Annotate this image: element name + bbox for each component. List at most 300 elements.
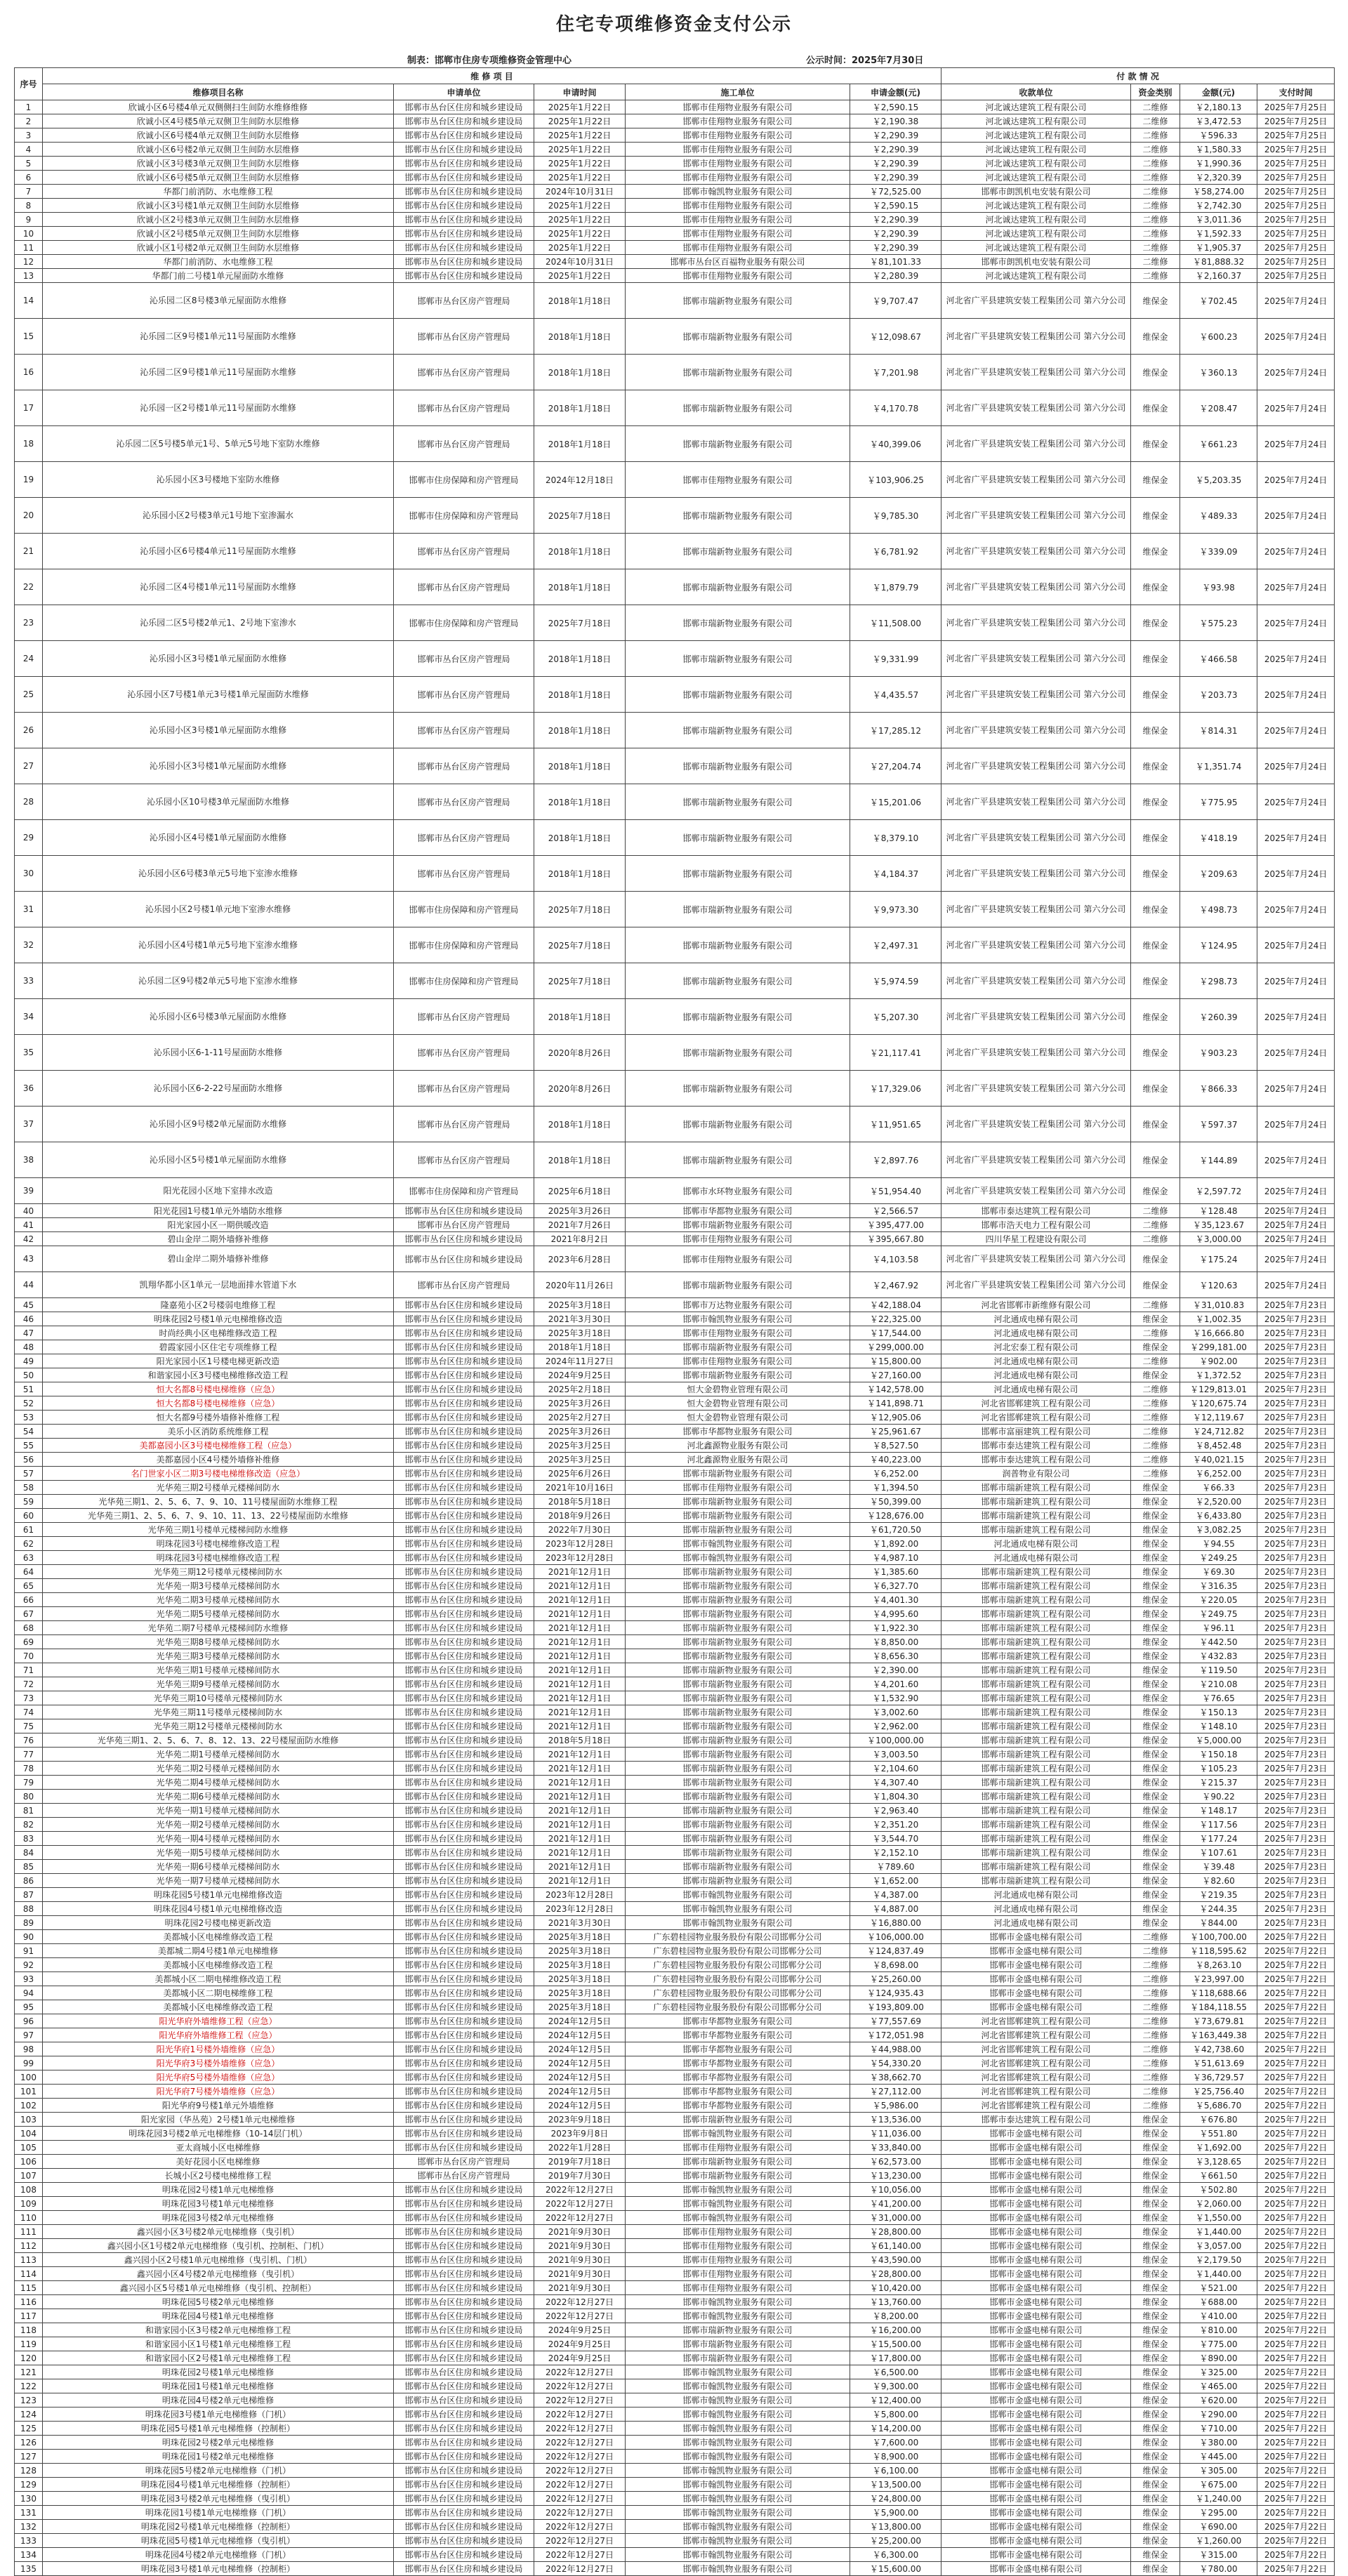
table-row [15,2253,1335,2267]
cell-construct-unit: 邯郸市华都物业服务有限公司 [626,2099,850,2113]
cell-pay-time: 2025年7月24日 [1257,569,1335,605]
cell-apply-time: 2022年12月27日 [534,2450,626,2464]
cell-fund-type: 维保金 [1131,1874,1180,1888]
table-row [15,1705,1335,1719]
cell-seq: 120 [15,2351,43,2365]
cell-payee: 邯郸市金盛电梯有限公司 [941,1944,1131,1958]
cell-apply-time: 2022年1月28日 [534,2141,626,2155]
cell-construct-unit: 邯郸市瑞新物业服务有限公司 [626,1142,850,1178]
cell-pay-amount: ￥58,274.00 [1180,185,1257,199]
cell-construct-unit: 邯郸市瑞新物业服务有限公司 [626,2155,850,2169]
cell-apply-amount: ￥7,600.00 [850,2436,941,2450]
cell-seq: 38 [15,1142,43,1178]
cell-apply-unit: 邯郸市丛台区住房和城乡建设局 [394,1354,534,1368]
cell-name: 明珠花园5号楼1单元电梯维修（控制柜） [43,2422,394,2436]
cell-apply-unit: 邯郸市丛台区住房和城乡建设局 [394,1874,534,1888]
cell-name: 美都嘉园小区3号楼电梯维修工程（应急） [43,1439,394,1453]
cell-payee: 河北省广平县建筑安装工程集团公司 第六分公司 [941,1178,1131,1204]
cell-pay-amount: ￥215.37 [1180,1776,1257,1790]
table-row [15,2365,1335,2379]
cell-name: 光华苑二期1号楼单元楼梯间防水 [43,1748,394,1762]
cell-seq: 46 [15,1312,43,1326]
cell-apply-time: 2022年12月27日 [534,2492,626,2506]
cell-pay-amount: ￥298.73 [1180,963,1257,999]
table-row [15,677,1335,713]
cell-pay-amount: ￥325.00 [1180,2365,1257,2379]
col-construct-unit: 施工单位 [626,84,850,100]
cell-pay-amount: ￥780.00 [1180,2562,1257,2576]
cell-fund-type: 维保金 [1131,2492,1180,2506]
table-row [15,713,1335,748]
cell-apply-amount: ￥2,104.60 [850,1762,941,1776]
cell-apply-time: 2021年9月30日 [534,2281,626,2295]
cell-seq: 99 [15,2056,43,2070]
cell-apply-time: 2025年3月26日 [534,1396,626,1411]
cell-construct-unit: 邯郸市佳翔物业服务有限公司 [626,100,850,114]
cell-apply-time: 2025年3月18日 [534,1326,626,1340]
cell-name: 鑫兴园小区5号楼1单元电梯维修（曳引机、控制柜） [43,2281,394,2295]
cell-payee: 邯郸市瑞新建筑工程有限公司 [941,1635,1131,1649]
table-row [15,856,1335,892]
cell-pay-amount: ￥688.00 [1180,2295,1257,2309]
cell-pay-amount: ￥596.33 [1180,128,1257,143]
cell-name: 明珠花园4号楼2单元电梯维修 [43,2393,394,2407]
cell-pay-amount: ￥120.63 [1180,1272,1257,1298]
cell-fund-type: 维保金 [1131,2393,1180,2407]
cell-apply-amount: ￥9,973.30 [850,892,941,927]
cell-fund-type: 维保金 [1131,2407,1180,2422]
cell-apply-unit: 邯郸市丛台区住房和城乡建设局 [394,2309,534,2323]
cell-apply-amount: ￥5,974.59 [850,963,941,999]
cell-payee: 邯郸市金盛电梯有限公司 [941,2407,1131,2422]
cell-apply-time: 2025年2月18日 [534,1382,626,1396]
cell-name: 欣诚小区6号楼4单元双侧侧扫生间防水维修维修 [43,100,394,114]
cell-pay-amount: ￥249.25 [1180,1551,1257,1565]
cell-apply-time: 2018年1月18日 [534,784,626,820]
cell-pay-time: 2025年7月23日 [1257,1916,1335,1930]
cell-pay-amount: ￥31,010.83 [1180,1298,1257,1312]
col-payee: 收款单位 [941,84,1131,100]
cell-name: 明珠花园1号楼2单元电梯维修 [43,2450,394,2464]
cell-payee: 邯郸市瑞新建筑工程有限公司 [941,1748,1131,1762]
cell-apply-unit: 邯郸市丛台区住房和城乡建设局 [394,1846,534,1860]
cell-seq: 69 [15,1635,43,1649]
cell-construct-unit: 邯郸市华都物业服务有限公司 [626,2056,850,2070]
cell-seq: 88 [15,1902,43,1916]
cell-name: 光华苑三期1、2、5、6、7、9、10、11号楼屋面防水维修工程 [43,1495,394,1509]
cell-pay-time: 2025年7月24日 [1257,677,1335,713]
table-row [15,2450,1335,2464]
cell-seq: 65 [15,1579,43,1593]
cell-fund-type: 维保金 [1131,2295,1180,2309]
table-row [15,100,1335,114]
cell-construct-unit: 邯郸市翰凯物业服务有限公司 [626,2422,850,2436]
cell-fund-type: 维保金 [1131,1178,1180,1204]
cell-pay-time: 2025年7月24日 [1257,1272,1335,1298]
cell-pay-time: 2025年7月23日 [1257,1537,1335,1551]
cell-apply-time: 2018年1月18日 [534,999,626,1035]
cell-construct-unit: 邯郸市华都物业服务有限公司 [626,2042,850,2056]
cell-fund-type: 维保金 [1131,1246,1180,1272]
cell-payee: 邯郸市金盛电梯有限公司 [941,2351,1131,2365]
cell-apply-amount: ￥9,707.47 [850,283,941,319]
cell-pay-amount: ￥150.13 [1180,1705,1257,1719]
cell-apply-amount: ￥24,800.00 [850,2492,941,2506]
cell-apply-amount: ￥15,500.00 [850,2337,941,2351]
cell-construct-unit: 邯郸市万达物业服务有限公司 [626,1298,850,1312]
cell-payee: 河北省广平县建筑安装工程集团公司 第六分公司 [941,713,1131,748]
cell-apply-unit: 邯郸市丛台区住房和城乡建设局 [394,2478,534,2492]
cell-fund-type: 二维修 [1131,1411,1180,1425]
cell-pay-time: 2025年7月22日 [1257,2113,1335,2127]
cell-apply-time: 2021年12月1日 [534,1607,626,1621]
cell-apply-amount: ￥17,544.00 [850,1326,941,1340]
cell-apply-amount: ￥142,578.00 [850,1382,941,1396]
cell-payee: 邯郸市瑞新建筑工程有限公司 [941,1649,1131,1663]
cell-name: 明珠花园4号楼2单元电梯维修（门机） [43,2548,394,2562]
col-pay-amount: 金额(元) [1180,84,1257,100]
cell-pay-time: 2025年7月24日 [1257,927,1335,963]
cell-apply-unit: 邯郸市丛台区房产管理局 [394,319,534,355]
cell-pay-time: 2025年7月24日 [1257,820,1335,856]
cell-apply-unit: 邯郸市丛台区住房和城乡建设局 [394,2506,534,2520]
cell-fund-type: 维保金 [1131,2169,1180,2183]
cell-seq: 3 [15,128,43,143]
cell-pay-time: 2025年7月23日 [1257,1762,1335,1776]
cell-apply-amount: ￥4,995.60 [850,1607,941,1621]
cell-seq: 4 [15,143,43,157]
cell-construct-unit: 邯郸市翰凯物业服务有限公司 [626,2506,850,2520]
cell-apply-time: 2018年1月18日 [534,820,626,856]
cell-apply-amount: ￥2,962.00 [850,1719,941,1733]
cell-apply-unit: 邯郸市丛台区住房和城乡建设局 [394,2042,534,2056]
cell-construct-unit: 邯郸市瑞新物业服务有限公司 [626,856,850,892]
cell-apply-amount: ￥124,935.43 [850,1986,941,2000]
cell-seq: 51 [15,1382,43,1396]
cell-pay-time: 2025年7月22日 [1257,2267,1335,2281]
cell-payee: 邯郸市瑞新建筑工程有限公司 [941,1691,1131,1705]
cell-pay-amount: ￥305.00 [1180,2464,1257,2478]
cell-pay-amount: ￥3,128.65 [1180,2155,1257,2169]
cell-apply-time: 2019年7月18日 [534,2155,626,2169]
cell-name: 碧山金岸二期外墙修补维修 [43,1232,394,1246]
cell-seq: 87 [15,1888,43,1902]
cell-fund-type: 维保金 [1131,1790,1180,1804]
cell-payee: 河北通成电梯有限公司 [941,1916,1131,1930]
cell-apply-time: 2021年12月1日 [534,1846,626,1860]
cell-payee: 邯郸市金盛电梯有限公司 [941,2422,1131,2436]
cell-name: 光华苑一期7号楼单元楼梯间防水 [43,1874,394,1888]
cell-fund-type: 维保金 [1131,784,1180,820]
cell-name: 阳光家园（华丛苑）2号楼1单元电梯维修 [43,2113,394,2127]
cell-apply-amount: ￥193,809.00 [850,2000,941,2014]
table-row [15,1495,1335,1509]
cell-apply-unit: 邯郸市丛台区住房和城乡建设局 [394,2407,534,2422]
cell-pay-amount: ￥489.33 [1180,498,1257,534]
cell-fund-type: 维保金 [1131,1272,1180,1298]
cell-name: 光华苑三期10号楼单元楼梯间防水 [43,1691,394,1705]
table-row [15,2309,1335,2323]
cell-payee: 邯郸市泰达建筑工程有限公司 [941,1453,1131,1467]
cell-fund-type: 维保金 [1131,2127,1180,2141]
cell-name: 欣诚小区6号楼4单元双侧卫生间防水层维修 [43,128,394,143]
cell-apply-amount: ￥1,804.30 [850,1790,941,1804]
table-body [15,100,1335,2576]
cell-payee: 邯郸市金盛电梯有限公司 [941,1972,1131,1986]
table-row [15,2520,1335,2534]
cell-payee: 河北省邯郸建筑工程有限公司 [941,2028,1131,2042]
cell-fund-type: 维保金 [1131,426,1180,462]
cell-pay-time: 2025年7月25日 [1257,199,1335,213]
cell-apply-time: 2024年12月18日 [534,462,626,498]
cell-name: 沁乐园小区5号楼1单元屋面防水维修 [43,1142,394,1178]
cell-apply-unit: 邯郸市丛台区住房和城乡建设局 [394,1509,534,1523]
cell-name: 明珠花园2号楼1单元电梯维修（控制柜） [43,2520,394,2534]
cell-apply-unit: 邯郸市丛台区住房和城乡建设局 [394,1396,534,1411]
cell-apply-time: 2020年8月26日 [534,1071,626,1107]
cell-fund-type: 维保金 [1131,2562,1180,2576]
cell-apply-time: 2022年12月27日 [534,2407,626,2422]
cell-apply-time: 2023年12月28日 [534,1551,626,1565]
cell-apply-time: 2021年12月1日 [534,1705,626,1719]
cell-apply-amount: ￥31,000.00 [850,2211,941,2225]
cell-pay-time: 2025年7月22日 [1257,2534,1335,2548]
cell-construct-unit: 邯郸市翰凯物业服务有限公司 [626,1902,850,1916]
cell-construct-unit: 邯郸市瑞新物业服务有限公司 [626,2169,850,2183]
cell-apply-unit: 邯郸市丛台区住房和城乡建设局 [394,2099,534,2113]
table-row [15,1551,1335,1565]
cell-fund-type: 维保金 [1131,1677,1180,1691]
cell-pay-amount: ￥148.17 [1180,1804,1257,1818]
cell-apply-amount: ￥13,800.00 [850,2520,941,2534]
cell-name: 沁乐园小区3号楼地下室防水维修 [43,462,394,498]
cell-apply-unit: 邯郸市丛台区房产管理局 [394,713,534,748]
cell-fund-type: 维保金 [1131,1649,1180,1663]
cell-payee: 邯郸市金盛电梯有限公司 [941,2197,1131,2211]
cell-apply-unit: 邯郸市丛台区住房和城乡建设局 [394,1719,534,1733]
cell-apply-time: 2022年7月30日 [534,1523,626,1537]
cell-seq: 110 [15,2211,43,2225]
table-row [15,1748,1335,1762]
cell-name: 光华苑三期8号楼单元楼梯间防水 [43,1635,394,1649]
cell-apply-unit: 邯郸市丛台区住房和城乡建设局 [394,1888,534,1902]
cell-apply-amount: ￥4,435.57 [850,677,941,713]
cell-payee: 邯郸市瑞新建筑工程有限公司 [941,1565,1131,1579]
cell-construct-unit: 邯郸市瑞新物业服务有限公司 [626,1579,850,1593]
cell-apply-time: 2021年7月26日 [534,1218,626,1232]
cell-apply-time: 2025年3月18日 [534,1944,626,1958]
table-row [15,1635,1335,1649]
cell-payee: 润普物业有限公司 [941,1467,1131,1481]
cell-payee: 河北诚达建筑工程有限公司 [941,213,1131,227]
table-row [15,1071,1335,1107]
cell-name: 碧山金岸二期外墙修补维修 [43,1246,394,1272]
cell-construct-unit: 邯郸市瑞新物业服务有限公司 [626,569,850,605]
cell-apply-amount: ￥2,280.39 [850,269,941,283]
cell-apply-time: 2019年7月30日 [534,2169,626,2183]
cell-apply-amount: ￥4,307.40 [850,1776,941,1790]
table-row [15,1972,1335,1986]
cell-construct-unit: 广东碧桂园物业服务股份有限公司邯郸分公司 [626,1930,850,1944]
cell-payee: 邯郸市瑞新建筑工程有限公司 [941,1509,1131,1523]
cell-fund-type: 维保金 [1131,892,1180,927]
cell-apply-unit: 邯郸市丛台区住房和城乡建设局 [394,2253,534,2267]
cell-fund-type: 维保金 [1131,2379,1180,2393]
cell-pay-time: 2025年7月23日 [1257,1396,1335,1411]
cell-seq: 125 [15,2422,43,2436]
cell-construct-unit: 邯郸市瑞新物业服务有限公司 [626,1790,850,1804]
table-row [15,1691,1335,1705]
cell-pay-time: 2025年7月25日 [1257,227,1335,241]
cell-payee: 河北省广平县建筑安装工程集团公司 第六分公司 [941,283,1131,319]
cell-name: 和谐家园小区3号楼电梯维修改造工程 [43,1368,394,1382]
cell-apply-unit: 邯郸市丛台区住房和城乡建设局 [394,2323,534,2337]
table-row [15,1944,1335,1958]
cell-apply-amount: ￥124,837.49 [850,1944,941,1958]
cell-fund-type: 维保金 [1131,677,1180,713]
cell-fund-type: 维保金 [1131,1495,1180,1509]
cell-payee: 邯郸市金盛电梯有限公司 [941,2155,1131,2169]
cell-seq: 59 [15,1495,43,1509]
cell-name: 沁乐园二区4号楼1单元11号屋面防水维修 [43,569,394,605]
cell-apply-time: 2021年12月1日 [534,1860,626,1874]
cell-fund-type: 二维修 [1131,2042,1180,2056]
cell-pay-amount: ￥5,203.35 [1180,462,1257,498]
cell-fund-type: 维保金 [1131,1846,1180,1860]
cell-apply-unit: 邯郸市丛台区住房和城乡建设局 [394,2197,534,2211]
cell-apply-amount: ￥10,056.00 [850,2183,941,2197]
table-row [15,2295,1335,2309]
table-row [15,999,1335,1035]
cell-seq: 135 [15,2562,43,2576]
cell-name: 明珠花园5号楼1单元电梯维修改造 [43,1888,394,1902]
cell-name: 光华苑三期11号楼单元楼梯间防水 [43,1705,394,1719]
cell-name: 欣诚小区6号楼5单元双侧卫生间防水层维修 [43,171,394,185]
cell-apply-amount: ￥4,184.37 [850,856,941,892]
cell-seq: 55 [15,1439,43,1453]
cell-name: 和谐家园小区1号楼1单元电梯维修工程 [43,2337,394,2351]
table-row [15,1340,1335,1354]
cell-pay-time: 2025年7月23日 [1257,1579,1335,1593]
cell-pay-amount: ￥676.80 [1180,2113,1257,2127]
cell-seq: 27 [15,748,43,784]
cell-payee: 邯郸市瑞新建筑工程有限公司 [941,1804,1131,1818]
cell-apply-time: 2024年9月25日 [534,1368,626,1382]
cell-construct-unit: 邯郸市翰凯物业服务有限公司 [626,2407,850,2422]
table-row [15,1790,1335,1804]
cell-apply-time: 2024年12月5日 [534,2014,626,2028]
cell-pay-time: 2025年7月25日 [1257,269,1335,283]
table-row [15,1579,1335,1593]
table-row [15,1439,1335,1453]
cell-construct-unit: 邯郸市翰凯物业服务有限公司 [626,2295,850,2309]
cell-pay-time: 2025年7月24日 [1257,1218,1335,1232]
table-row [15,1565,1335,1579]
cell-apply-unit: 邯郸市丛台区房产管理局 [394,283,534,319]
cell-payee: 邯郸市金盛电梯有限公司 [941,2239,1131,2253]
cell-pay-time: 2025年7月22日 [1257,2014,1335,2028]
cell-fund-type: 二维修 [1131,1439,1180,1453]
cell-apply-time: 2025年3月18日 [534,1972,626,1986]
cell-apply-time: 2025年1月22日 [534,269,626,283]
cell-apply-time: 2024年9月25日 [534,2337,626,2351]
cell-pay-time: 2025年7月23日 [1257,1649,1335,1663]
cell-apply-unit: 邯郸市丛台区住房和城乡建设局 [394,1691,534,1705]
cell-construct-unit: 邯郸市瑞新物业服务有限公司 [626,1762,850,1776]
table-row [15,1719,1335,1733]
cell-apply-time: 2021年8月2日 [534,1232,626,1246]
table-row [15,2534,1335,2548]
cell-fund-type: 二维修 [1131,255,1180,269]
cell-apply-amount: ￥15,201.06 [850,784,941,820]
cell-pay-amount: ￥316.35 [1180,1579,1257,1593]
cell-name: 美都城小区电梯维修改造工程 [43,1958,394,1972]
cell-seq: 16 [15,355,43,390]
cell-apply-amount: ￥2,290.39 [850,241,941,255]
cell-apply-time: 2024年9月25日 [534,2323,626,2337]
table-row [15,227,1335,241]
cell-pay-time: 2025年7月23日 [1257,1705,1335,1719]
cell-construct-unit: 恒大金碧物业管理有限公司 [626,1411,850,1425]
cell-payee: 河北省邯郸建筑工程有限公司 [941,2099,1131,2113]
cell-construct-unit: 邯郸市佳翔物业服务有限公司 [626,213,850,227]
cell-name: 沁乐园小区4号楼1单元5号地下室渗水维修 [43,927,394,963]
cell-construct-unit: 邯郸市翰凯物业服务有限公司 [626,2183,850,2197]
cell-seq: 20 [15,498,43,534]
cell-apply-unit: 邯郸市丛台区住房和城乡建设局 [394,2225,534,2239]
cell-seq: 90 [15,1930,43,1944]
cell-apply-unit: 邯郸市丛台区房产管理局 [394,677,534,713]
table-row [15,1832,1335,1846]
cell-apply-amount: ￥6,781.92 [850,534,941,569]
cell-pay-amount: ￥866.33 [1180,1071,1257,1107]
cell-apply-time: 2018年9月26日 [534,1509,626,1523]
cell-apply-time: 2025年3月26日 [534,1204,626,1218]
cell-pay-time: 2025年7月25日 [1257,114,1335,128]
cell-fund-type: 维保金 [1131,2422,1180,2436]
cell-name: 沁乐园小区3号楼1单元屋面防水维修 [43,641,394,677]
cell-construct-unit: 邯郸市瑞新物业服务有限公司 [626,1733,850,1748]
table-row [15,2070,1335,2085]
cell-name: 明珠花园3号楼电梯维修改造工程 [43,1551,394,1565]
cell-seq: 14 [15,283,43,319]
cell-name: 沁乐园二区5号楼2单元1、2号地下室渗水 [43,605,394,641]
cell-name: 美都城小区二期电梯维修改造工程 [43,1972,394,1986]
group-payment: 付 款 情 况 [941,68,1335,84]
cell-pay-amount: ￥3,082.25 [1180,1523,1257,1537]
cell-apply-amount: ￥100,000.00 [850,1733,941,1748]
cell-name: 长城小区2号楼电梯维修工程 [43,2169,394,2183]
cell-apply-time: 2024年12月5日 [534,2042,626,2056]
table-row [15,1354,1335,1368]
cell-apply-time: 2022年12月27日 [534,2379,626,2393]
cell-construct-unit: 邯郸市瑞新物业服务有限公司 [626,677,850,713]
cell-construct-unit: 邯郸市翰凯物业服务有限公司 [626,1312,850,1326]
cell-pay-time: 2025年7月24日 [1257,283,1335,319]
table-row [15,1425,1335,1439]
cell-pay-time: 2025年7月22日 [1257,2197,1335,2211]
cell-construct-unit: 邯郸市佳翔物业服务有限公司 [626,171,850,185]
table-row [15,1902,1335,1916]
cell-pay-time: 2025年7月23日 [1257,1719,1335,1733]
cell-fund-type: 维保金 [1131,641,1180,677]
cell-name: 阳光华府9号楼1单元外墙维修 [43,2099,394,2113]
cell-pay-time: 2025年7月24日 [1257,319,1335,355]
cell-payee: 邯郸市金盛电梯有限公司 [941,2379,1131,2393]
cell-name: 名门世家小区二期3号楼电梯维修改造（应急） [43,1467,394,1481]
cell-fund-type: 维保金 [1131,1142,1180,1178]
cell-fund-type: 二维修 [1131,114,1180,128]
